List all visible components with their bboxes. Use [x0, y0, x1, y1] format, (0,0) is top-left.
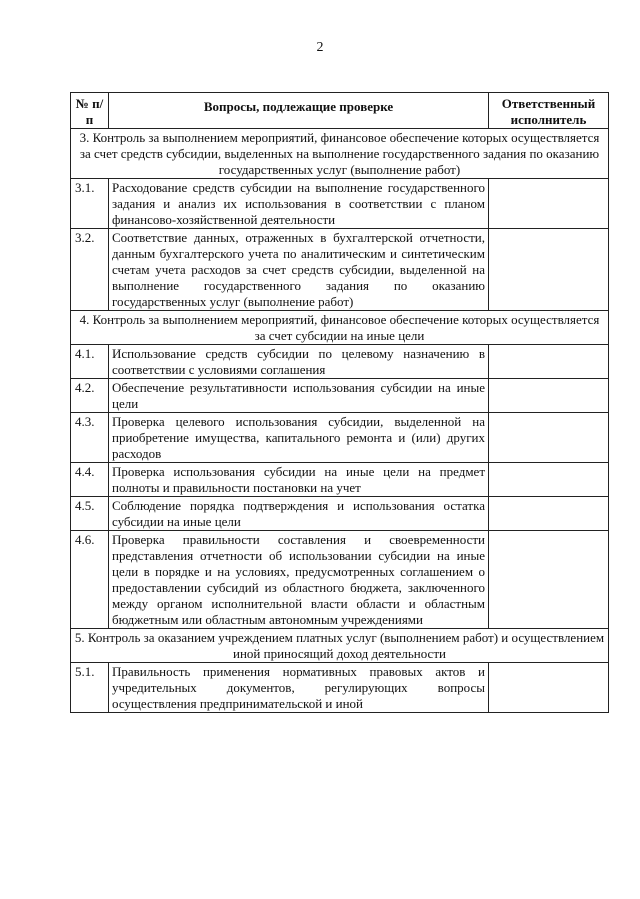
row-question: Расходование средств субсидии на выполнение государственного задания и анализ их использования в соответствии с планом финансово-хозяйственной деятельности: [109, 179, 489, 229]
table-row: [71, 413, 609, 463]
row-question: Соблюдение порядка подтверждения и использования остатка субсидии на иные цели: [109, 497, 489, 531]
row-question: Проверка использования субсидии на иные цели на предмет полноты и правильности постановки на учет: [109, 463, 489, 497]
row-responsible: [489, 497, 609, 531]
row-number: 4.6.: [71, 531, 109, 629]
row-question: Соответствие данных, отраженных в бухгалтерской отчетности, данным бухгалтерского учета по аналитическим и синтетическим счетам учета расходов за счет средств субсидии, выделенной на выполнение государственного задания по оказанию государственных услуг (выполнение работ): [109, 229, 489, 311]
row-responsible: [489, 345, 609, 379]
row-responsible: [489, 379, 609, 413]
table-row: [71, 229, 609, 311]
table-row: [71, 379, 609, 413]
row-question: Использование средств субсидии по целевому назначению в соответствии с условиями соглашения: [109, 345, 489, 379]
checklist-table: [70, 92, 609, 713]
row-question: Обеспечение результативности использования субсидии на иные цели: [109, 379, 489, 413]
row-number: 4.4.: [71, 463, 109, 497]
row-question: Проверка целевого использования субсидии, выделенной на приобретение имущества, капитального ремонта и (или) других расходов: [109, 413, 489, 463]
table-row: [71, 179, 609, 229]
row-question: Проверка правильности составления и своевременности представления отчетности об использовании субсидии на иные цели в порядке и на условиях, предусмотренных соглашением о предоставлении субсидий из областного бюджета, заключенного между органом исполнительной власти области и областным бюджетным или областным автономным учреждениями: [109, 531, 489, 629]
row-number: 4.2.: [71, 379, 109, 413]
row-responsible: [489, 229, 609, 311]
table-row: [71, 345, 609, 379]
row-responsible: [489, 413, 609, 463]
row-responsible: [489, 179, 609, 229]
table-row: [71, 663, 609, 713]
section-heading: 5. Контроль за оказанием учреждением платных услуг (выполнением работ) и осуществлением иной приносящий доход деятельности: [71, 629, 609, 663]
section-row: [71, 629, 609, 663]
header-responsible: Ответственный исполнитель: [489, 93, 609, 129]
row-number: 3.2.: [71, 229, 109, 311]
header-question: Вопросы, подлежащие проверке: [109, 93, 489, 129]
section-heading: 3. Контроль за выполнением мероприятий, финансовое обеспечение которых осуществляется за счет средств субсидии, выделенных на выполнение государственного задания по оказанию государственных услуг (выполнение работ): [71, 129, 609, 179]
section-heading: 4. Контроль за выполнением мероприятий, финансовое обеспечение которых осуществляется за счет субсидии на иные цели: [71, 311, 609, 345]
row-responsible: [489, 663, 609, 713]
table-header-row: [71, 93, 609, 129]
table-row: [71, 463, 609, 497]
row-responsible: [489, 463, 609, 497]
row-question: Правильность применения нормативных правовых актов и учредительных документов, регулирующих вопросы осуществления предпринимательской и иной: [109, 663, 489, 713]
row-number: 4.1.: [71, 345, 109, 379]
table-row: [71, 497, 609, 531]
header-num: № п/п: [71, 93, 109, 129]
row-number: 5.1.: [71, 663, 109, 713]
table-row: [71, 531, 609, 629]
page-number: 2: [316, 40, 324, 55]
row-number: 4.5.: [71, 497, 109, 531]
row-number: 4.3.: [71, 413, 109, 463]
row-number: 3.1.: [71, 179, 109, 229]
row-responsible: [489, 531, 609, 629]
section-row: [71, 129, 609, 179]
section-row: [71, 311, 609, 345]
